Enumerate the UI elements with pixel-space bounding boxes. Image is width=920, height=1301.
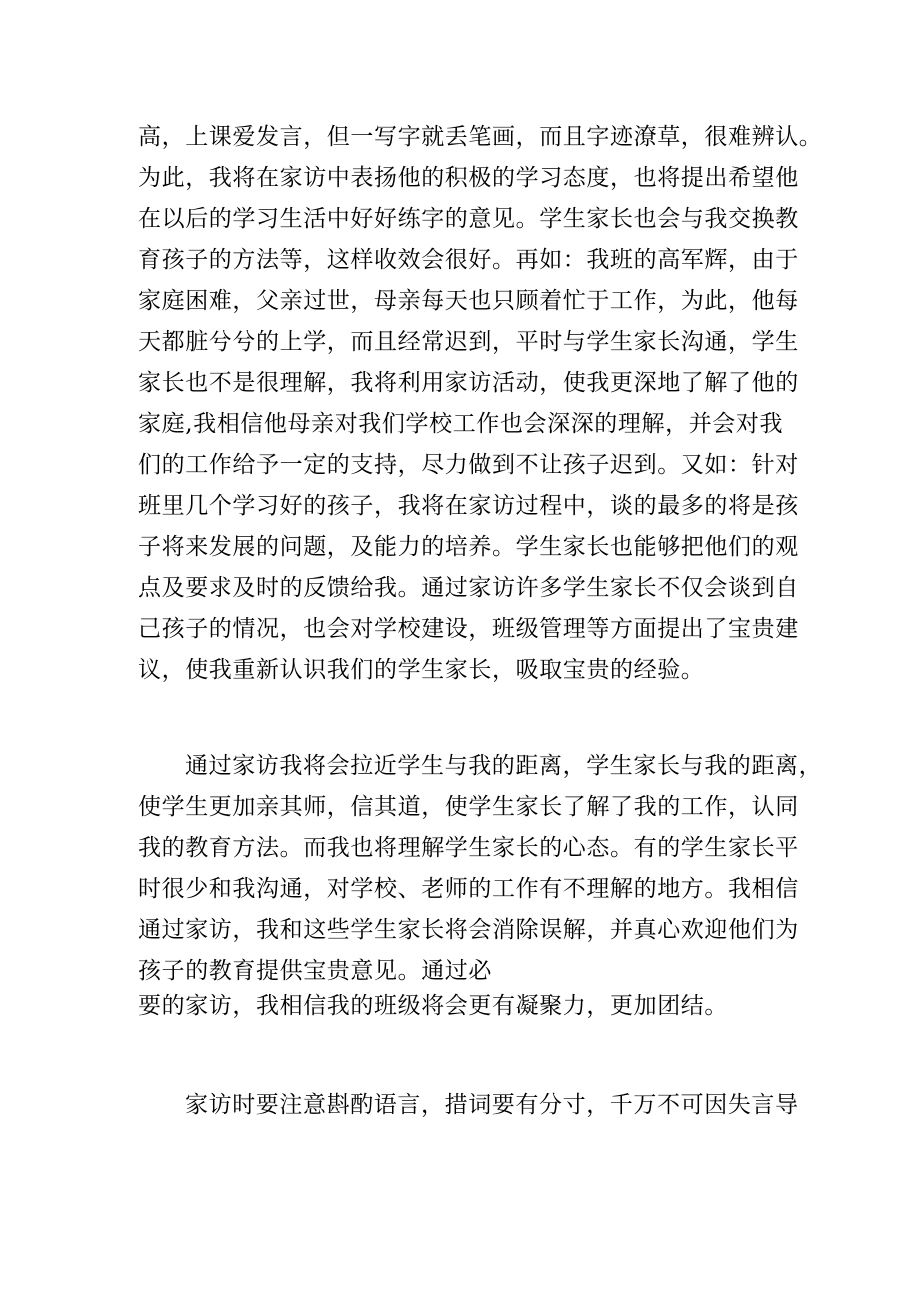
text-line: 要的家访，我相信我的班级将会更有凝聚力，更加团结。 bbox=[138, 993, 728, 1019]
text-line: 通过家访，我和这些学生家长将会消除误解，并真心欢迎他们为 bbox=[138, 917, 799, 943]
text-line: 己孩子的情况，也会对学校建设，班级管理等方面提出了宝贵建 bbox=[138, 616, 799, 642]
text-line: 孩子的教育提供宝贵意见。通过必 bbox=[138, 958, 492, 984]
paragraph-first-line: 通过家访我将会拉近学生与我的距离，学生家长与我的距离， bbox=[185, 753, 823, 779]
text-line: 班里几个学习好的孩子，我将在家访过程中，谈的最多的将是孩 bbox=[138, 493, 799, 519]
text-line: 点及要求及时的反馈给我。通过家访许多学生家长不仅会谈到自 bbox=[138, 575, 799, 601]
text-line: 家长也不是很理解，我将利用家访活动，使我更深地了解了他的 bbox=[138, 370, 799, 396]
text-line: 为此，我将在家访中表扬他的积极的学习态度，也将提出希望他 bbox=[138, 165, 799, 191]
paragraph-first-line: 家访时要注意斟酌语言，措词要有分寸，千万不可因失言导 bbox=[185, 1092, 799, 1118]
text-line: 议，使我重新认识我们的学生家长，吸取宝贵的经验。 bbox=[138, 657, 705, 683]
text-line: 家庭困难，父亲过世，母亲每天也只顾着忙于工作，为此，他每 bbox=[138, 288, 799, 314]
text-line: 天都脏兮兮的上学，而且经常迟到，平时与学生家长沟通，学生 bbox=[138, 329, 799, 355]
text-line: 使学生更加亲其师，信其道，使学生家长了解了我的工作，认同 bbox=[138, 794, 799, 820]
text-line: 高，上课爱发言，但一写字就丢笔画，而且字迹潦草，很难辨认。 bbox=[138, 124, 823, 150]
text-line: 们的工作给予一定的支持，尽力做到不让孩子迟到。又如：针对 bbox=[138, 452, 799, 478]
text-line: 我的教育方法。而我也将理解学生家长的心态。有的学生家长平 bbox=[138, 835, 799, 861]
text-line: 时很少和我沟通，对学校、老师的工作有不理解的地方。我相信 bbox=[138, 876, 799, 902]
text-line: 育孩子的方法等，这样收效会很好。再如：我班的高军辉，由于 bbox=[138, 247, 799, 273]
text-line: 子将来发展的问题，及能力的培养。学生家长也能够把他们的观 bbox=[138, 534, 799, 560]
text-line: 在以后的学习生活中好好练字的意见。学生家长也会与我交换教 bbox=[138, 206, 799, 232]
text-line: 家庭,我相信他母亲对我们学校工作也会深深的理解，并会对我 bbox=[138, 411, 784, 437]
